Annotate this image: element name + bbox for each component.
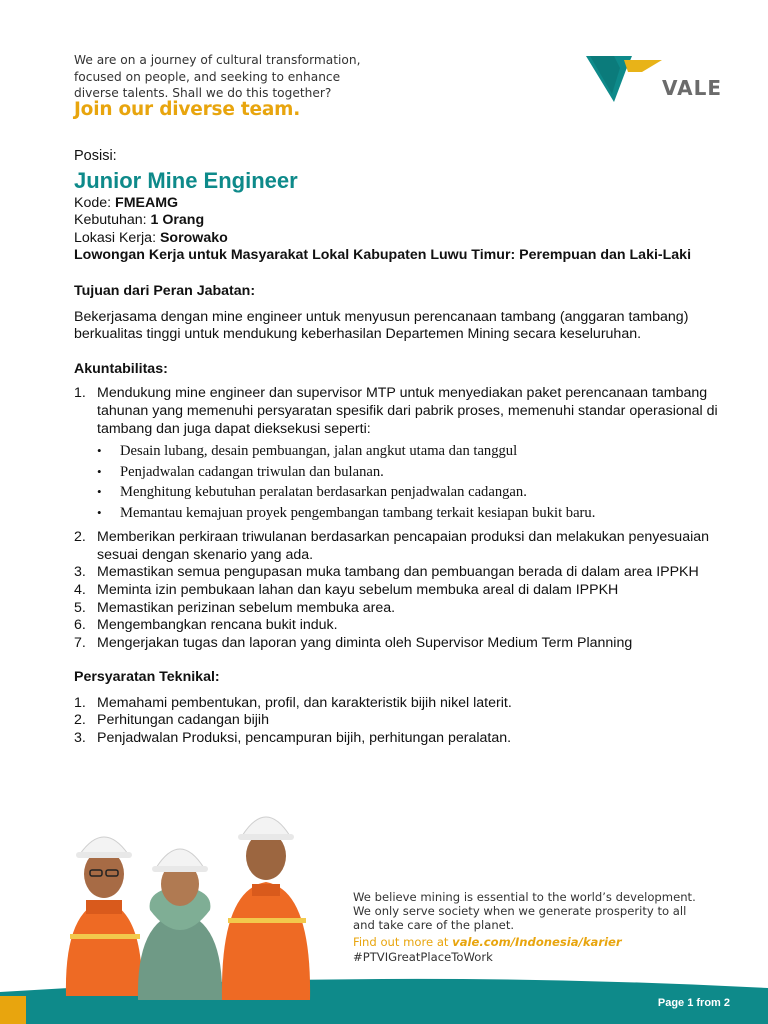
- bullet-item: • Memantau kemajuan proyek pengembangan tambang terkait kesiapan bukit baru.: [97, 503, 734, 524]
- list-text: Memberikan perkiraan triwulanan berdasarkan pencapaian produksi dan melakukan penyesuaian sesuai dengan skenario yang ada.: [97, 529, 710, 563]
- list-text: Perhitungan cadangan bijih: [97, 712, 269, 729]
- teknikal-heading: Persyaratan Teknikal:: [74, 669, 220, 686]
- vale-logo-text: VALE: [662, 76, 723, 100]
- kebutuhan-row: [74, 212, 734, 230]
- list-number: 6.: [74, 617, 86, 634]
- list-number: 2.: [74, 529, 86, 546]
- intro-line: diverse talents. Shall we do this together?: [74, 86, 332, 100]
- posisi-label: Posisi:: [74, 148, 117, 164]
- list-number: 4.: [74, 581, 86, 598]
- job-description: [74, 148, 734, 748]
- kode-value: FMEAMG: [115, 194, 179, 211]
- list-item: [74, 582, 734, 600]
- list-text: Memahami pembentukan, profil, dan karakteristik bijih nikel laterit.: [97, 694, 512, 711]
- mission-line: We only serve society when we generate prosperity to all: [353, 904, 687, 919]
- vale-logo-icon: [584, 50, 664, 110]
- find-out-prefix: Find out more at: [353, 934, 453, 949]
- kode-row: [74, 195, 734, 213]
- akuntabilitas-list: [74, 385, 734, 652]
- join-team-heading: Join our diverse team.: [74, 99, 301, 120]
- intro-line: We are on a journey of cultural transformation,: [74, 53, 361, 67]
- list-item: [74, 617, 734, 635]
- mission-statement: [353, 890, 733, 964]
- list-text: Penjadwalan Produksi, pencampuran bijih, perhitungan peralatan.: [97, 730, 512, 747]
- list-number: 3.: [74, 564, 86, 581]
- list-text: Memastikan semua pengupasan muka tambang dan pembuangan berada di dalam area IPPKH: [97, 564, 699, 581]
- teknikal-list: [74, 695, 734, 748]
- list-item: [74, 730, 734, 748]
- worker-left: [66, 837, 142, 996]
- bullet-item: • Penjadwalan cadangan triwulan dan bulanan.: [97, 462, 734, 483]
- list-text: Meminta izin pembukaan lahan dan kayu sebelum membuka areal di dalam IPPKH: [97, 581, 619, 598]
- list-item: [74, 564, 734, 582]
- lokasi-label: Lokasi Kerja:: [74, 229, 160, 246]
- worker-middle: [138, 849, 222, 1000]
- list-item: [74, 635, 734, 653]
- kode-label: Kode:: [74, 194, 116, 211]
- kebutuhan-label: Kebutuhan:: [74, 212, 151, 229]
- kebutuhan-value: 1 Orang: [150, 212, 205, 229]
- list-text: Mengerjakan tugas dan laporan yang diminta oleh Supervisor Medium Term Planning: [97, 634, 633, 651]
- list-number: 2.: [74, 712, 86, 729]
- tujuan-text: Bekerjasama dengan mine engineer untuk menyusun perencanaan tambang (anggaran tambang) berkualitas tinggi untuk mendukung keberhasilan Departemen Mining secara keseluruhan.: [74, 308, 689, 343]
- worker-right: [222, 817, 310, 1000]
- list-item: [74, 600, 734, 618]
- tujuan-heading: Tujuan dari Peran Jabatan:: [74, 282, 256, 299]
- find-out-more: [353, 935, 733, 949]
- list-number: 1.: [74, 694, 86, 711]
- bullet-item: • Desain lubang, desain pembuangan, jalan angkut utama dan tanggul: [97, 441, 734, 462]
- lokasi-value: Sorowako: [159, 229, 228, 246]
- mission-line: and take care of the planet.: [353, 918, 515, 933]
- list-item: [74, 385, 734, 523]
- list-item: [74, 712, 734, 730]
- intro-line: focused on people, and seeking to enhance: [74, 69, 341, 84]
- list-number: 7.: [74, 634, 86, 651]
- bullet-item: • Menghitung kebutuhan peralatan berdasarkan penjadwalan cadangan.: [97, 482, 734, 503]
- page-number: Page 1 from 2: [657, 997, 730, 1009]
- list-text: Memastikan perizinan sebelum membuka area.: [97, 599, 396, 616]
- intro-text: [74, 52, 394, 102]
- list-number: 1.: [74, 385, 86, 402]
- lokasi-row: [74, 230, 734, 248]
- hashtag: #PTVIGreatPlaceToWork: [353, 949, 493, 964]
- list-number: 3.: [74, 730, 86, 747]
- list-item: [74, 529, 734, 564]
- job-title: Junior Mine Engineer: [74, 167, 298, 193]
- vale-logo: [584, 50, 744, 110]
- akuntabilitas-bullets: [97, 441, 734, 523]
- list-text: Mengembangkan rencana bukit induk.: [97, 617, 338, 634]
- list-text: Mendukung mine engineer dan supervisor MTP untuk menyediakan paket perencanaan tambang tahunan yang memenuhi persyaratan spesifik dari pabrik proses, memenuhi standar operasional di tambang dan juga dapat dieksekusi seperti:: [97, 385, 718, 437]
- list-item: [74, 695, 734, 713]
- lowongan-line: Lowongan Kerja untuk Masyarakat Lokal Kabupaten Luwu Timur: Perempuan dan Laki-Laki: [74, 247, 692, 264]
- mission-line: We believe mining is essential to the world’s development.: [353, 890, 696, 904]
- list-number: 5.: [74, 599, 86, 616]
- career-link[interactable]: vale.com/Indonesia/karier: [452, 934, 622, 949]
- akuntabilitas-heading: Akuntabilitas:: [74, 360, 168, 377]
